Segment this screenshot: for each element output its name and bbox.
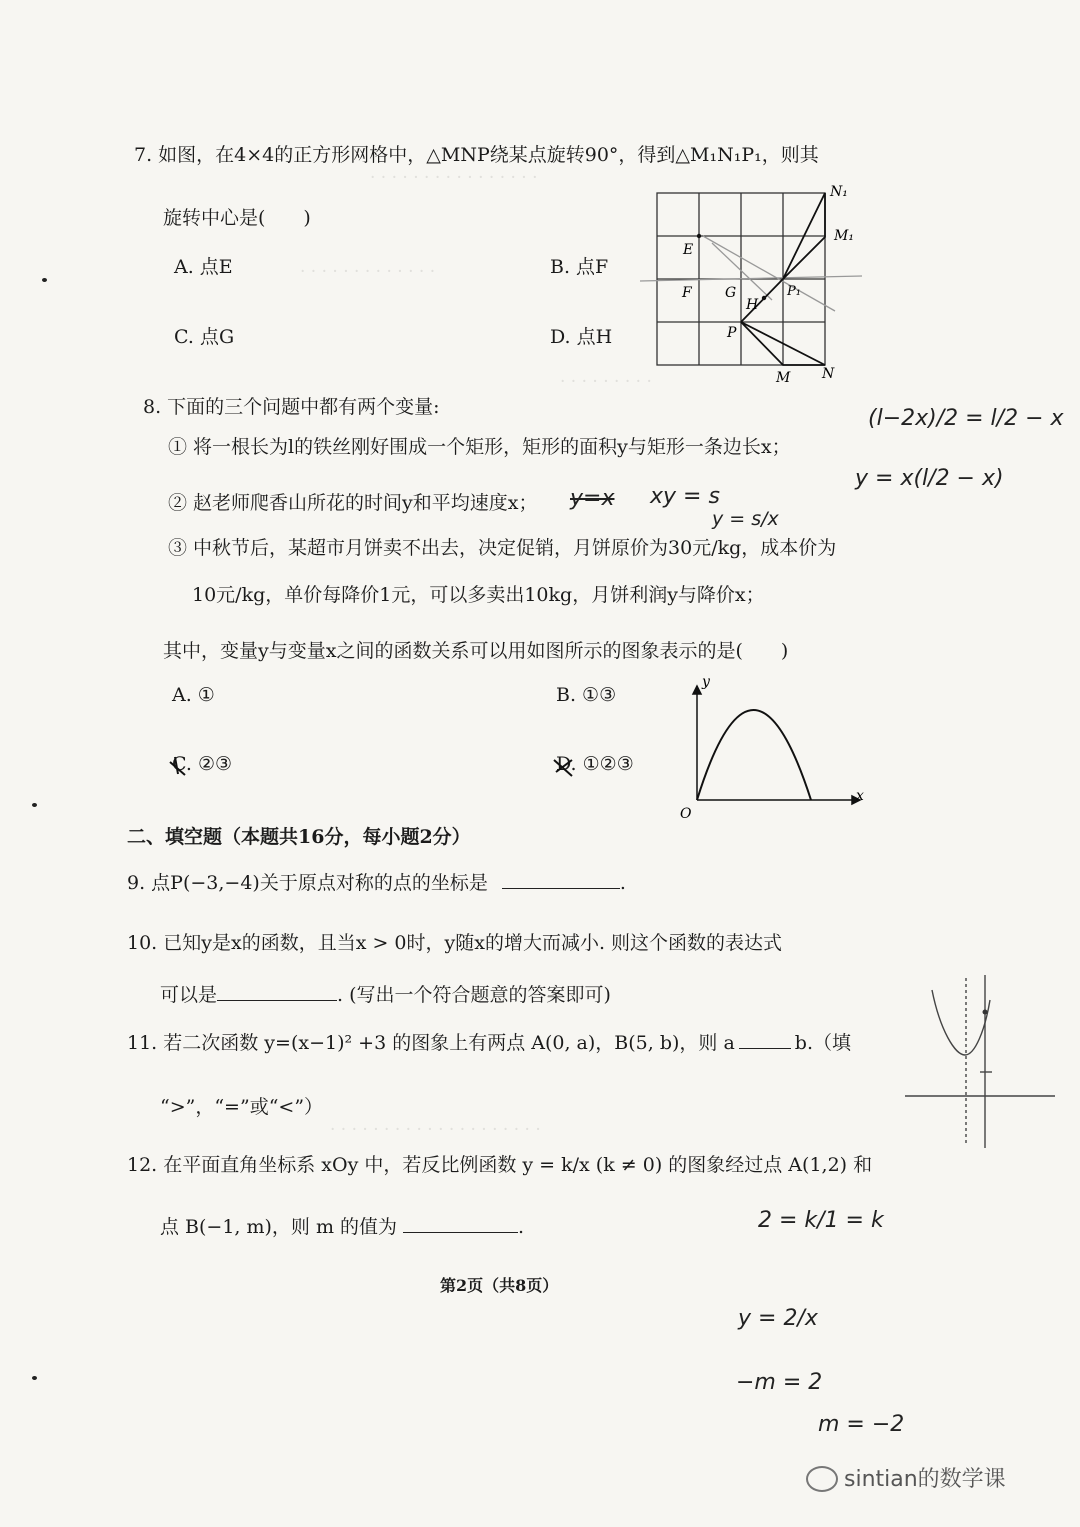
handwriting-item2-1: y=x	[570, 486, 615, 511]
label-p1: P₁	[787, 284, 801, 299]
q7-option-a[interactable]: A. 点E	[174, 256, 233, 278]
q11-line1	[127, 1028, 851, 1055]
q7-line1: 7. 如图，在4×4的正方形网格中，△MNP绕某点旋转90°，得到△M₁N₁P₁，则其	[134, 144, 819, 166]
q7-grid-figure	[640, 180, 870, 390]
page-footer: 第2页（共8页）	[440, 1276, 559, 1295]
graph-y-label: y	[702, 674, 710, 690]
q8-question: 其中，变量y与变量x之间的函数关系可以用如图所示的图象表示的是( )	[163, 640, 789, 662]
q8-option-a[interactable]: A. ①	[172, 684, 215, 706]
punch-dot	[32, 1376, 37, 1380]
label-n: N	[822, 366, 835, 382]
q7-option-b[interactable]: B. 点F	[550, 256, 609, 278]
q8-item1: ① 将一根长为l的铁丝刚好围成一个矩形，矩形的面积y与矩形一条边长x；	[168, 436, 791, 458]
q8-stem: 8. 下面的三个问题中都有两个变量:	[143, 396, 440, 418]
q10-line2-end: . (写出一个符合题意的答案即可)	[337, 984, 611, 1006]
q8-option-c[interactable]: C. ②③	[172, 753, 233, 775]
handwriting-q12-3: −m = 2	[736, 1370, 823, 1395]
handwriting-q12-1: 2 = k/1 = k	[758, 1208, 884, 1233]
label-n1: N₁	[830, 184, 848, 200]
q10-line2-start: 可以是	[160, 984, 218, 1006]
q8-item3b: 10元/kg，单价每降价1元，可以多卖出10kg，月饼利润y与降价x；	[192, 584, 765, 606]
section2-heading: 二、填空题（本题共16分，每小题2分）	[127, 826, 471, 848]
bleed-through-text: · · · · · · · · · · · · ·	[300, 262, 436, 282]
bleed-through-text: · · · · · · · · ·	[560, 372, 652, 392]
label-e: E	[683, 242, 694, 258]
wechat-icon	[806, 1466, 838, 1492]
q12-answer-blank[interactable]	[403, 1212, 518, 1233]
handwriting-q8-2: y = x(l/2 − x)	[855, 466, 1004, 491]
punch-dot	[42, 278, 47, 282]
q7-option-d[interactable]: D. 点H	[550, 326, 613, 348]
bleed-through-text: · · · · · · · · · · · · · · · ·	[370, 168, 538, 188]
q10-line2	[160, 980, 611, 1007]
q9-text: 9. 点P(−3,−4)关于原点对称的点的坐标是	[127, 872, 488, 894]
graph-x-label: x	[856, 788, 864, 804]
q12-line2	[160, 1212, 524, 1239]
q12-text: 点 B(−1, m)，则 m 的值为	[160, 1216, 398, 1238]
q10-line1: 10. 已知y是x的函数，且当x > 0时，y随x的增大而减小. 则这个函数的表达式	[127, 932, 783, 954]
label-p: P	[727, 325, 737, 341]
q8-option-d[interactable]: D. ①②③	[556, 753, 634, 775]
q8-option-b[interactable]: B. ①③	[556, 684, 617, 706]
handwriting-q8-1: (l−2x)/2 = l/2 − x	[868, 406, 1064, 431]
q9-line	[127, 868, 626, 895]
q11-line2: “>”，“=”或“<”）	[160, 1096, 324, 1118]
q11-text: 11. 若二次函数 y=(x−1)² +3 的图象上有两点 A(0, a)，B(5, b)，则 a	[127, 1032, 735, 1054]
q10-answer-blank[interactable]	[217, 980, 337, 1001]
q7-line2: 旋转中心是( )	[163, 207, 311, 229]
handwriting-item2-2: xy = s	[650, 484, 720, 509]
handwriting-q12-2: y = 2/x	[738, 1306, 818, 1331]
watermark-text: sintian的数学课	[844, 1467, 1006, 1492]
q11-answer-blank[interactable]	[739, 1028, 791, 1049]
q7-option-c[interactable]: C. 点G	[174, 326, 235, 348]
label-m: M	[776, 370, 791, 386]
label-f: F	[682, 285, 692, 301]
q8-parabola-graph	[670, 670, 870, 830]
graph-origin-label: O	[680, 806, 692, 822]
q11-text-end: b.（填	[794, 1032, 851, 1054]
handwritten-sketch	[900, 970, 1060, 1150]
q9-answer-blank[interactable]	[502, 868, 620, 889]
q9-end: .	[619, 872, 626, 894]
handwriting-q12-4: m = −2	[818, 1412, 905, 1437]
punch-dot	[32, 803, 37, 807]
label-h: H	[746, 297, 759, 313]
bleed-through-text: · · · · · · · · · · · · · · · · · · · ·	[330, 1120, 541, 1140]
label-m1: M₁	[834, 228, 854, 244]
label-g: G	[725, 285, 737, 301]
q12-end: .	[518, 1216, 525, 1238]
q8-item2: ② 赵老师爬香山所花的时间y和平均速度x；	[168, 492, 538, 514]
handwriting-item2-3: y = s/x	[712, 508, 779, 530]
q12-line1: 12. 在平面直角坐标系 xOy 中，若反比例函数 y = k/x (k ≠ 0) 的图象经过点 A(1,2) 和	[127, 1154, 873, 1176]
q8-item3a: ③ 中秋节后，某超市月饼卖不出去，决定促销，月饼原价为30元/kg，成本价为	[168, 537, 837, 559]
option-strike-marks	[165, 750, 585, 780]
